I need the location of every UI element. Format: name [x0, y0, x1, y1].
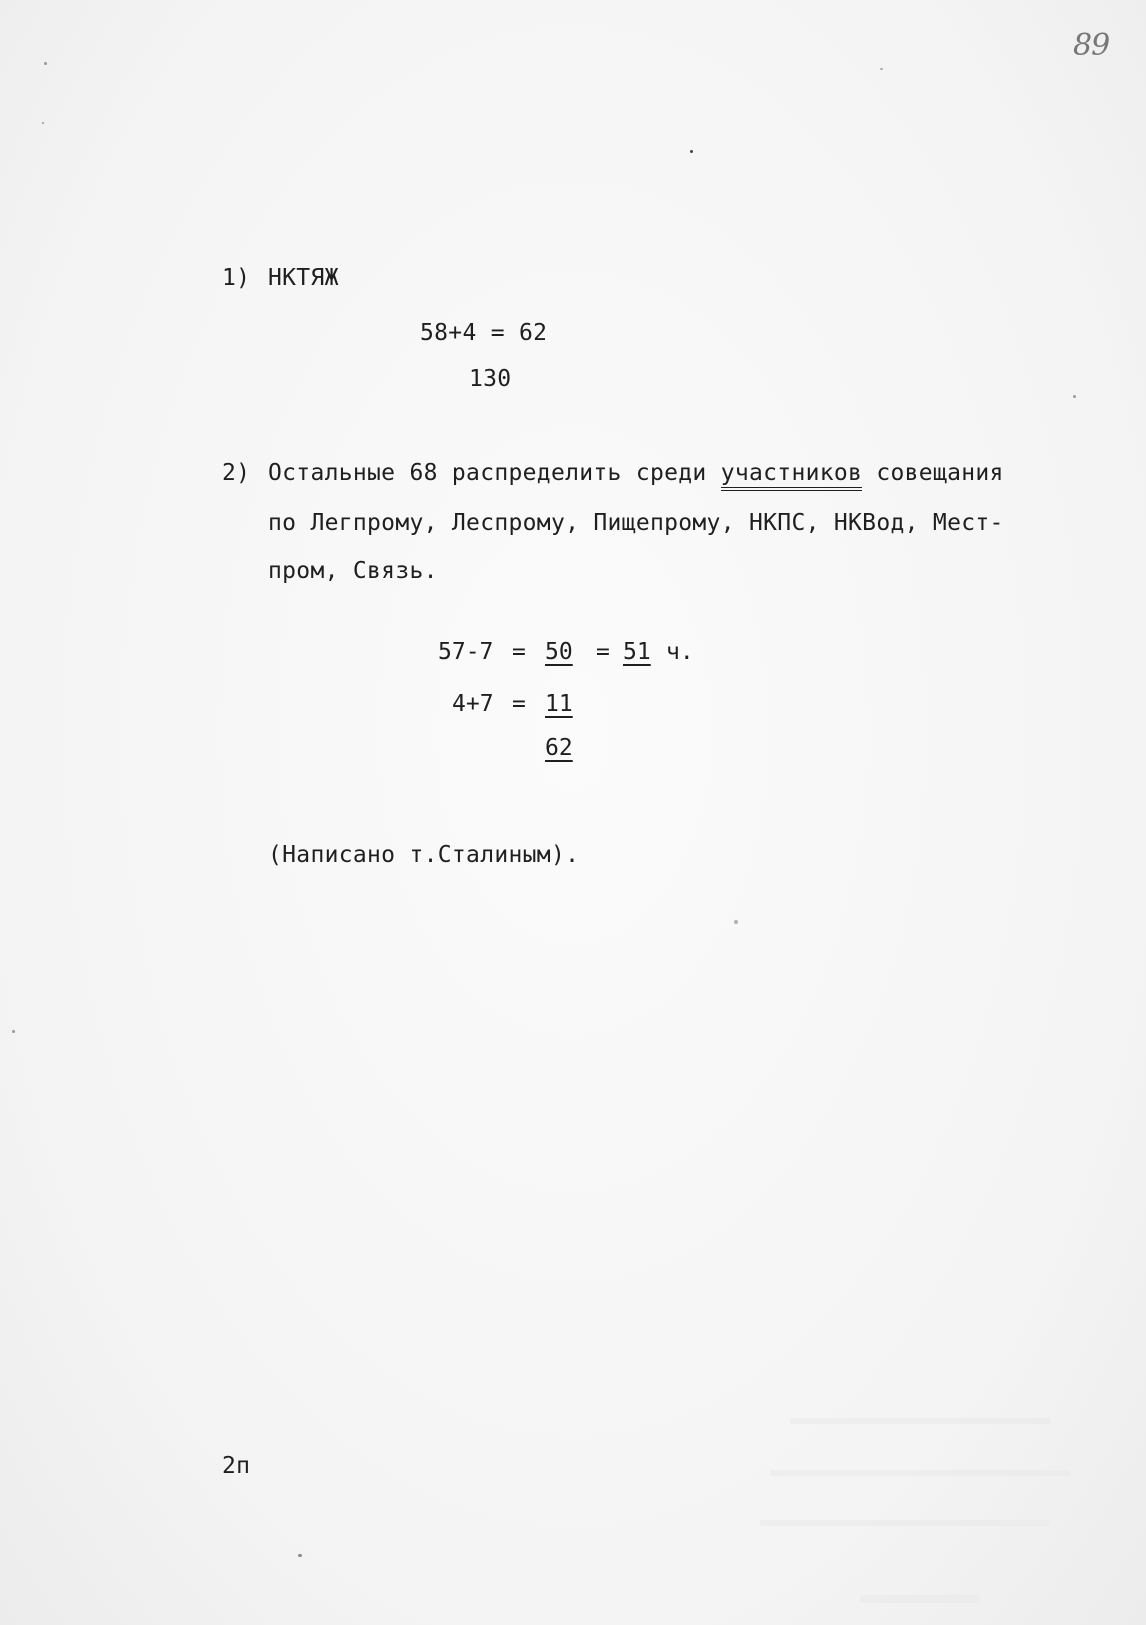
calc2-row1-eq1: =: [512, 639, 526, 665]
calc2-row1-expr: 57-7: [438, 639, 494, 665]
bleed-through-mark: [770, 1470, 1070, 1476]
calc2-row3-total: 62: [545, 735, 573, 761]
scan-speck: [734, 920, 738, 924]
calc2-row1-val1: 50: [545, 639, 573, 665]
calc2-row1-eq2: =: [596, 639, 610, 665]
bleed-through-mark: [860, 1595, 980, 1603]
calc2-row1-val2: 51: [623, 639, 651, 665]
footer-code: 2п: [222, 1453, 251, 1479]
calc2-row2-val: 11: [545, 691, 573, 717]
scan-speck: [12, 1030, 15, 1033]
item1-calc-total: 130: [469, 366, 512, 392]
item1-name: НКТЯЖ: [268, 265, 339, 291]
item2-line2: по Легпрому, Леспрому, Пищепрому, НКПС, НКВод, Мест-: [268, 510, 1004, 536]
calc2-row2-eq: =: [512, 691, 526, 717]
archive-page-number: 89: [1073, 28, 1110, 63]
authorship-note: (Написано т.Сталиным).: [268, 842, 580, 868]
item1-calc-line: 58+4 = 62: [420, 320, 548, 346]
bleed-through-mark: [760, 1520, 1050, 1526]
scan-speck: [298, 1554, 302, 1557]
item2-line3: пром, Связь.: [268, 558, 438, 584]
item2-line1: [268, 458, 1004, 488]
calc2-row1-unit: ч.: [666, 639, 694, 665]
bleed-through-mark: [790, 1418, 1050, 1424]
scan-speck: [42, 122, 44, 124]
item2-line1-emphasis: участников: [721, 460, 862, 491]
item2-line1-after: совещания: [876, 460, 1004, 486]
item2-line1-before: Остальные 68 распределить среди: [268, 460, 707, 486]
calc2-row2-expr: 4+7: [452, 691, 494, 717]
scan-speck: [690, 150, 693, 153]
scan-speck: [1073, 395, 1076, 398]
item1-marker: 1): [222, 265, 251, 291]
scan-speck: [880, 68, 883, 70]
scan-speck: [44, 62, 47, 65]
item2-marker: 2): [222, 460, 251, 486]
